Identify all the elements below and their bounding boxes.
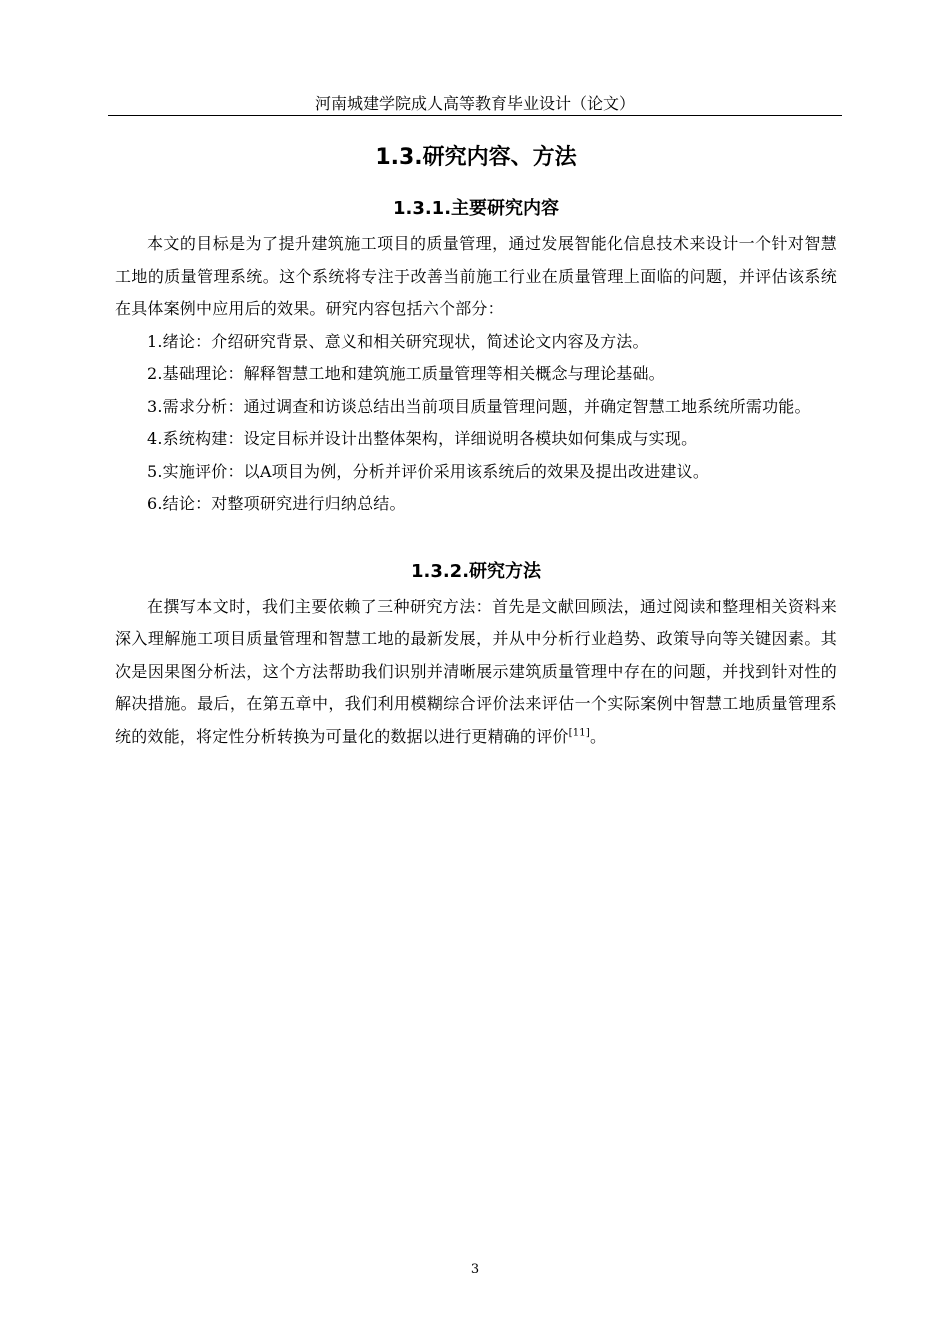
- content-item-3: 3.需求分析：通过调查和访谈总结出当前项目质量管理问题，并确定智慧工地系统所需功能。: [147, 396, 811, 416]
- subsection-title-main-content: 1.3.1.主要研究内容: [392, 198, 560, 219]
- citation-reference[interactable]: [11]: [568, 727, 590, 739]
- methods-paragraph: [115, 591, 837, 754]
- content-item-2: 2.基础理论：解释智慧工地和建筑施工质量管理等相关概念与理论基础。: [147, 364, 665, 383]
- methods-text: 在撰写本文时，我们主要依赖了三种研究方法：首先是文献回顾法，通过阅读和整理相关资料来深入理解施工项目质量管理和智慧工地的最新发展，并从中分析行业趋势、政策导向等关键因素。其次是因果图分析法，这个方法帮助我们识别并清晰展示建筑质量管理中存在的问题，并找到针对性的解决措施。最后，在第五章中，我们利用模糊综合评价法来评估一个实际案例中智慧工地质量管理系统的效能，将定性分析转换为可量化的数据以进行更精确的评价: [115, 596, 837, 746]
- content-item-4: 4.系统构建：设定目标并设计出整体架构，详细说明各模块如何集成与实现。: [147, 429, 698, 448]
- content-item-5: 5.实施评价：以A项目为例，分析并评价采用该系统后的效果及提出改进建议。: [147, 461, 710, 481]
- header-rule: [108, 115, 842, 116]
- intro-paragraph: 本文的目标是为了提升建筑施工项目的质量管理，通过发展智能化信息技术来设计一个针对智慧工地的质量管理系统。这个系统将专注于改善当前施工行业在质量管理上面临的问题，并评估该系统在具体案例中应用后的效果。研究内容包括六个部分：: [115, 234, 837, 318]
- section-title: 1.3.研究内容、方法: [375, 145, 577, 170]
- subsection-title-methods: 1.3.2.研究方法: [410, 560, 542, 582]
- content-item-1: 1.绪论：介绍研究背景、意义和相关研究现状，简述论文内容及方法。: [147, 331, 649, 351]
- methods-end-punctuation: 。: [589, 726, 607, 746]
- content-item-6: 6.结论：对整项研究进行归纳总结。: [147, 494, 406, 513]
- running-header: 河南城建学院成人高等教育毕业设计（论文）: [314, 94, 635, 113]
- page-number: 3: [470, 1262, 480, 1277]
- page-body: [115, 130, 837, 753]
